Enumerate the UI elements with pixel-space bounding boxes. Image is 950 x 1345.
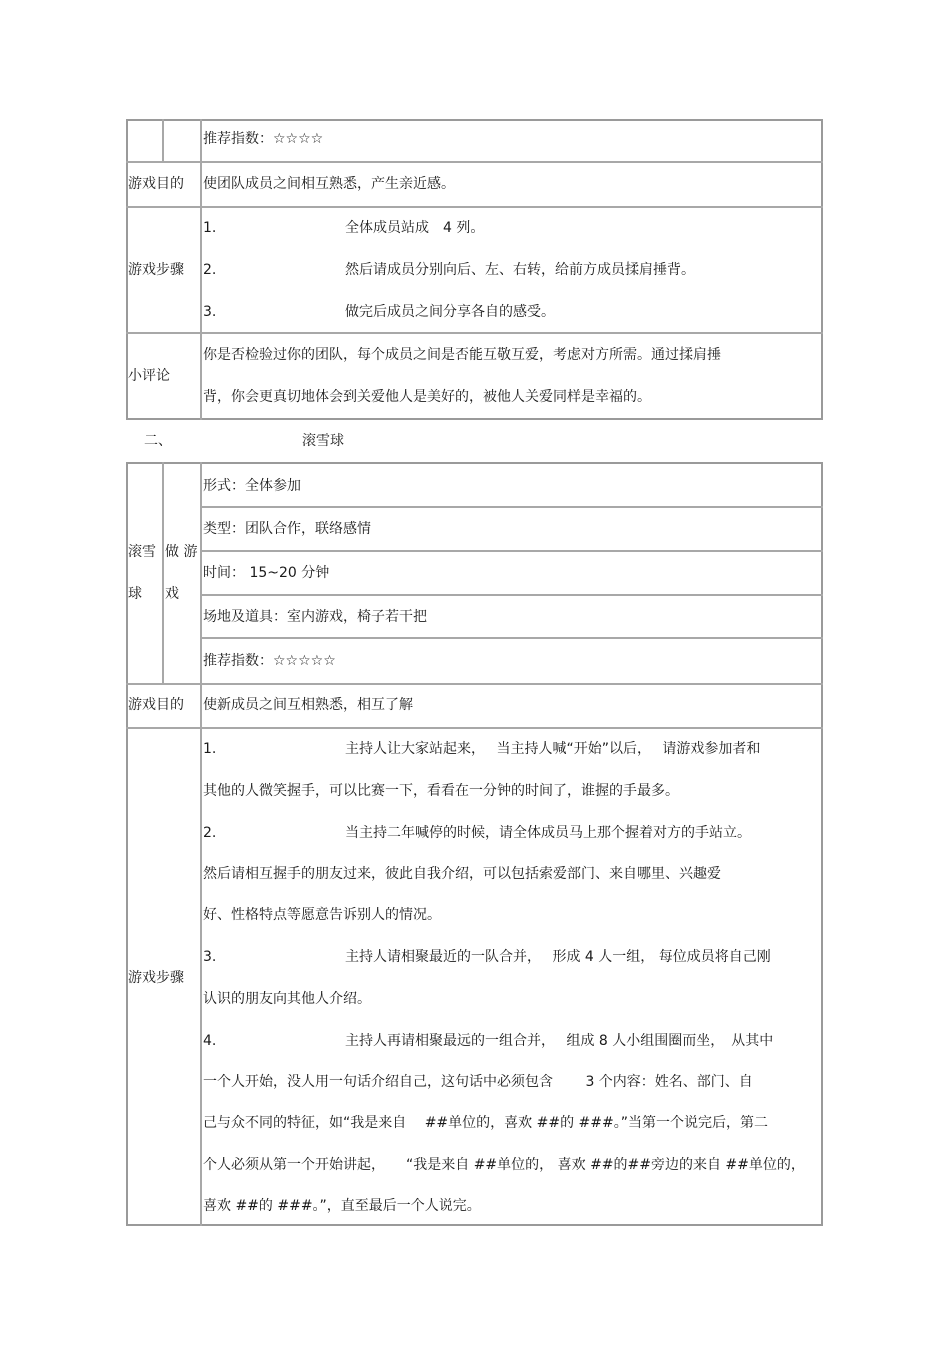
step-text: 主持人再请相聚最远的一组合并， 组成 8 人小组围圈而坐， 从其中 <box>345 1033 774 1049</box>
step-number: 4. <box>203 1033 217 1049</box>
row-divider <box>200 550 823 552</box>
row-divider <box>126 161 823 163</box>
section-number: 二、 <box>144 433 172 449</box>
game-name: 滚雪 <box>128 544 156 560</box>
section-title: 滚雪球 <box>302 433 344 449</box>
rating-label: 推荐指数：☆☆☆☆☆ <box>203 653 336 669</box>
step-number: 2. <box>203 262 217 278</box>
step-text: 当主持二年喊停的时候，请全体成员马上那个握着对方的手站立。 <box>345 825 751 841</box>
type-info: 类型：团队合作，联络感情 <box>203 521 371 537</box>
rating-label: 推荐指数：☆☆☆☆ <box>203 131 324 147</box>
step-text: 做完后成员之间分享各自的感受。 <box>345 304 555 320</box>
col-divider <box>200 462 202 1226</box>
step-text: 一个人开始，没人用一句话介绍自己，这句话中必须包含 3 个内容：姓名、部门、自 <box>203 1074 753 1090</box>
step-number: 1. <box>203 741 217 757</box>
col-divider <box>162 119 164 162</box>
game-kind: 戏 <box>165 586 179 602</box>
step-number: 3. <box>203 949 217 965</box>
comment-line: 你是否检验过你的团队，每个成员之间是否能互敬互爱，考虑对方所需。通过揉肩捶 <box>203 347 721 363</box>
row-divider <box>200 637 823 639</box>
steps-label: 游戏步骤 <box>128 262 184 278</box>
step-text: 主持人请相聚最近的一队合并， 形成 4 人一组， 每位成员将自己刚 <box>345 949 771 965</box>
step-text: 好、性格特点等愿意告诉别人的情况。 <box>203 907 441 923</box>
row-divider <box>126 206 823 208</box>
step-text: 主持人让大家站起来， 当主持人喊“开始”以后， 请游戏参加者和 <box>345 741 761 757</box>
comment-line: 背，你会更真切地体会到关爱他人是美好的，被他人关爱同样是幸福的。 <box>203 389 651 405</box>
col-divider <box>200 119 202 420</box>
form-info: 形式：全体参加 <box>203 478 301 494</box>
purpose-text: 使团队成员之间相互熟悉，产生亲近感。 <box>203 176 455 192</box>
row-divider <box>200 506 823 508</box>
row-divider <box>200 594 823 596</box>
time-info: 时间： 15~20 分钟 <box>203 565 330 581</box>
game-name: 球 <box>128 586 142 602</box>
step-text: 喜欢 ##的 ###。”，直至最后一个人说完。 <box>203 1198 481 1214</box>
col-divider <box>162 462 164 684</box>
purpose-label: 游戏目的 <box>128 697 184 713</box>
step-number: 3. <box>203 304 217 320</box>
venue-info: 场地及道具：室内游戏，椅子若干把 <box>203 609 427 625</box>
row-divider <box>126 332 823 334</box>
row-divider <box>126 683 823 685</box>
row-divider <box>126 727 823 729</box>
steps-label: 游戏步骤 <box>128 970 184 986</box>
step-text: 己与众不同的特征，如“我是来自 ##单位的，喜欢 ##的 ###。”当第一个说完后，第二 <box>203 1115 768 1131</box>
step-number: 2. <box>203 825 217 841</box>
step-text: 然后请相互握手的朋友过来，彼此自我介绍，可以包括索爱部门、来自哪里、兴趣爱 <box>203 866 721 882</box>
purpose-label: 游戏目的 <box>128 176 184 192</box>
game-kind: 做 游 <box>165 544 198 560</box>
step-text: 其他的人微笑握手，可以比赛一下，看看在一分钟的时间了，谁握的手最多。 <box>203 783 679 799</box>
step-text: 个人必须从第一个开始讲起， “我是来自 ##单位的， 喜欢 ##的##旁边的来自 ##单位的， <box>203 1157 805 1173</box>
comment-label: 小评论 <box>128 368 170 384</box>
purpose-text: 使新成员之间互相熟悉，相互了解 <box>203 697 413 713</box>
step-number: 1. <box>203 220 217 236</box>
step-text: 全体成员站成 4 列。 <box>345 220 485 236</box>
step-text: 认识的朋友向其他人介绍。 <box>203 991 371 1007</box>
step-text: 然后请成员分别向后、左、右转，给前方成员揉肩捶背。 <box>345 262 695 278</box>
